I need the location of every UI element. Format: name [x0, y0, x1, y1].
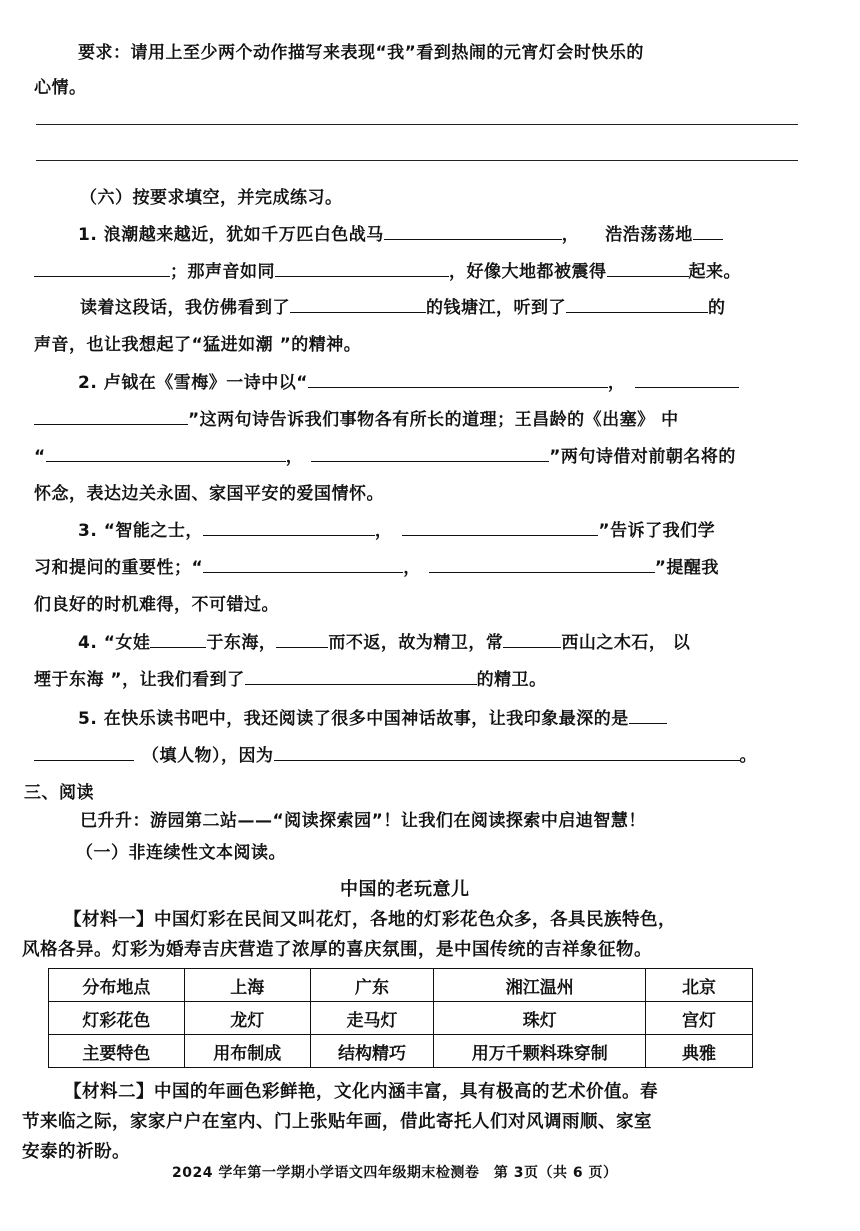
q1-line-3	[80, 293, 726, 318]
q1-blank-3[interactable]	[275, 260, 449, 277]
q5-line-1	[78, 704, 667, 729]
q2-blank-2[interactable]	[635, 371, 739, 388]
q1-blank-2-cont[interactable]	[34, 260, 170, 277]
q2-text-a: 2. 卢钺在《雪梅》一诗中以“	[78, 373, 308, 393]
q2-line-2	[34, 405, 679, 430]
q3-text-c: ”告诉了我们学	[598, 521, 716, 541]
q1-text-e: ，好像大地都被震得	[449, 262, 607, 282]
table-cell: 用布制成	[184, 1035, 310, 1068]
q1-text-d: ；那声音如同	[170, 262, 275, 282]
q4-text-e: 堙于东海 ”，让我们看到了	[34, 670, 245, 690]
q1-line-4: 声音，也让我想起了“猛进如潮 ”的精神。	[34, 335, 362, 355]
q1-text-i: 的	[708, 298, 726, 318]
reading-subheading: （一）非连续性文本阅读。	[76, 843, 286, 863]
q4-text-f: 的精卫。	[476, 670, 547, 690]
q3-line-2	[34, 553, 719, 578]
q1-line-1	[78, 220, 723, 245]
q1-text-b: ，	[561, 225, 580, 245]
q2-text-f: ”两句诗借对前朝名将的	[549, 447, 736, 467]
table-cell: 北京	[646, 969, 753, 1002]
material2-line-1	[64, 1078, 658, 1103]
q1-text-f: 起来。	[688, 262, 741, 282]
q3-line-1	[78, 516, 715, 541]
q2-text-e: ，	[285, 447, 304, 467]
requirement-line-1: 要求：请用上至少两个动作描写来表现“我”看到热闹的元宵灯会时快乐的	[78, 43, 644, 63]
page-footer: 2024 学年第一学期小学语文四年级期末检测卷 第 3页（共 6 页）	[172, 1165, 618, 1181]
q5-blank-2[interactable]	[274, 744, 740, 761]
section6-heading: （六）按要求填空，并完成练习。	[80, 188, 343, 208]
q3-blank-1[interactable]	[203, 519, 375, 536]
material2-line-3: 安泰的祈盼。	[22, 1142, 130, 1162]
q2-blank-4[interactable]	[311, 445, 549, 462]
q1-text-c: 浩浩荡荡地	[605, 225, 693, 245]
material1-line-2: 风格各异。灯彩为婚寿吉庆营造了浓厚的喜庆氛围，是中国传统的吉祥象征物。	[22, 940, 652, 960]
answer-line-1[interactable]	[36, 124, 798, 125]
q4-text-a: 4. “女娃	[78, 633, 151, 653]
q2-text-b: ，	[607, 373, 626, 393]
reading-title: 中国的老玩意儿	[340, 879, 470, 900]
table-row-header: 分布地点	[49, 969, 185, 1002]
q3-line-3: 们良好的时机难得，不可错过。	[34, 595, 279, 615]
table-cell: 典雅	[646, 1035, 753, 1068]
q1-blank-2[interactable]	[693, 223, 723, 240]
q1-blank-1[interactable]	[384, 223, 562, 240]
q1-line-2	[34, 257, 741, 282]
table-cell: 走马灯	[310, 1002, 434, 1035]
q5-line-2	[34, 741, 757, 766]
table-row	[49, 1002, 753, 1035]
table-cell: 宫灯	[646, 1002, 753, 1035]
q1-text-h: 的钱塘江，听到了	[426, 298, 566, 318]
reading-intro: 巳升升：游园第二站——“阅读探索园”！让我们在阅读探索中启迪智慧！	[80, 811, 646, 831]
requirement-line-2: 心情。	[34, 78, 87, 98]
material2-line-2: 节来临之际，家家户户在室内、门上张贴年画，借此寄托人们对风调雨顺、家室	[22, 1112, 652, 1132]
q3-text-a: 3. “智能之士，	[78, 521, 203, 541]
lantern-table	[48, 968, 753, 1068]
q3-text-e: ，	[403, 558, 421, 578]
q2-text-d: “	[34, 447, 46, 467]
q1-blank-6[interactable]	[566, 296, 708, 313]
q4-text-d: 西山之木石， 以	[561, 633, 691, 653]
table-cell: 用万千颗料珠穿制	[434, 1035, 646, 1068]
section3-heading: 三、阅读	[24, 783, 94, 803]
material2-label: 【材料二】	[64, 1082, 154, 1102]
material1-label: 【材料一】	[64, 910, 154, 930]
table-cell: 结构精巧	[310, 1035, 434, 1068]
q3-blank-2[interactable]	[402, 519, 598, 536]
q1-blank-5[interactable]	[290, 296, 426, 313]
q4-line-2	[34, 665, 547, 690]
table-row-header: 主要特色	[49, 1035, 185, 1068]
q1-text-a: 1. 浪潮越来越近，犹如千万匹白色战马	[78, 225, 384, 245]
q4-blank-2[interactable]	[276, 631, 328, 648]
q5-text-b: （填人物），因为	[142, 746, 274, 766]
q2-text-c: ”这两句诗告诉我们事物各有所长的道理；王昌龄的《出塞》 中	[188, 410, 679, 430]
table-row	[49, 1035, 753, 1068]
material2-text-1: 中国的年画色彩鲜艳，文化内涵丰富，具有极高的艺术价值。春	[154, 1082, 658, 1102]
q4-blank-1[interactable]	[150, 631, 206, 648]
table-cell: 湘江温州	[434, 969, 646, 1002]
table-cell: 上海	[184, 969, 310, 1002]
q3-text-f: ”提醒我	[654, 558, 719, 578]
q1-text-g: 读着这段话，我仿佛看到了	[80, 298, 290, 318]
q4-line-1	[78, 628, 690, 653]
q3-blank-3[interactable]	[203, 556, 403, 573]
q5-text-c: 。	[739, 746, 757, 766]
q5-blank-1-cont[interactable]	[34, 744, 134, 761]
q3-blank-4[interactable]	[429, 556, 655, 573]
material1-text-1: 中国灯彩在民间又叫花灯，各地的灯彩花色众多，各具民族特色，	[154, 910, 676, 930]
table-cell: 龙灯	[184, 1002, 310, 1035]
q3-text-d: 习和提问的重要性；“	[34, 558, 204, 578]
q4-text-c: 而不返，故为精卫，常	[328, 633, 504, 653]
q2-blank-1[interactable]	[308, 371, 608, 388]
q4-blank-4[interactable]	[245, 668, 477, 685]
table-row	[49, 969, 753, 1002]
q2-blank-3[interactable]	[46, 445, 286, 462]
material1-line-1	[64, 906, 676, 931]
q4-text-b: 于东海，	[206, 633, 277, 653]
table-row-header: 灯彩花色	[49, 1002, 185, 1035]
q2-line-3	[34, 442, 736, 467]
q5-blank-1[interactable]	[629, 707, 667, 724]
q2-line-4: 怀念，表达边关永固、家国平安的爱国情怀。	[34, 484, 384, 504]
q5-text-a: 5. 在快乐读书吧中，我还阅读了很多中国神话故事，让我印象最深的是	[78, 709, 629, 729]
table-cell: 珠灯	[434, 1002, 646, 1035]
q4-blank-3[interactable]	[503, 631, 561, 648]
q3-text-b: ，	[374, 521, 393, 541]
q2-blank-2-cont[interactable]	[34, 408, 188, 425]
answer-line-2[interactable]	[36, 160, 798, 161]
table-cell: 广东	[310, 969, 434, 1002]
q2-line-1	[78, 368, 739, 393]
q1-blank-4[interactable]	[607, 260, 689, 277]
